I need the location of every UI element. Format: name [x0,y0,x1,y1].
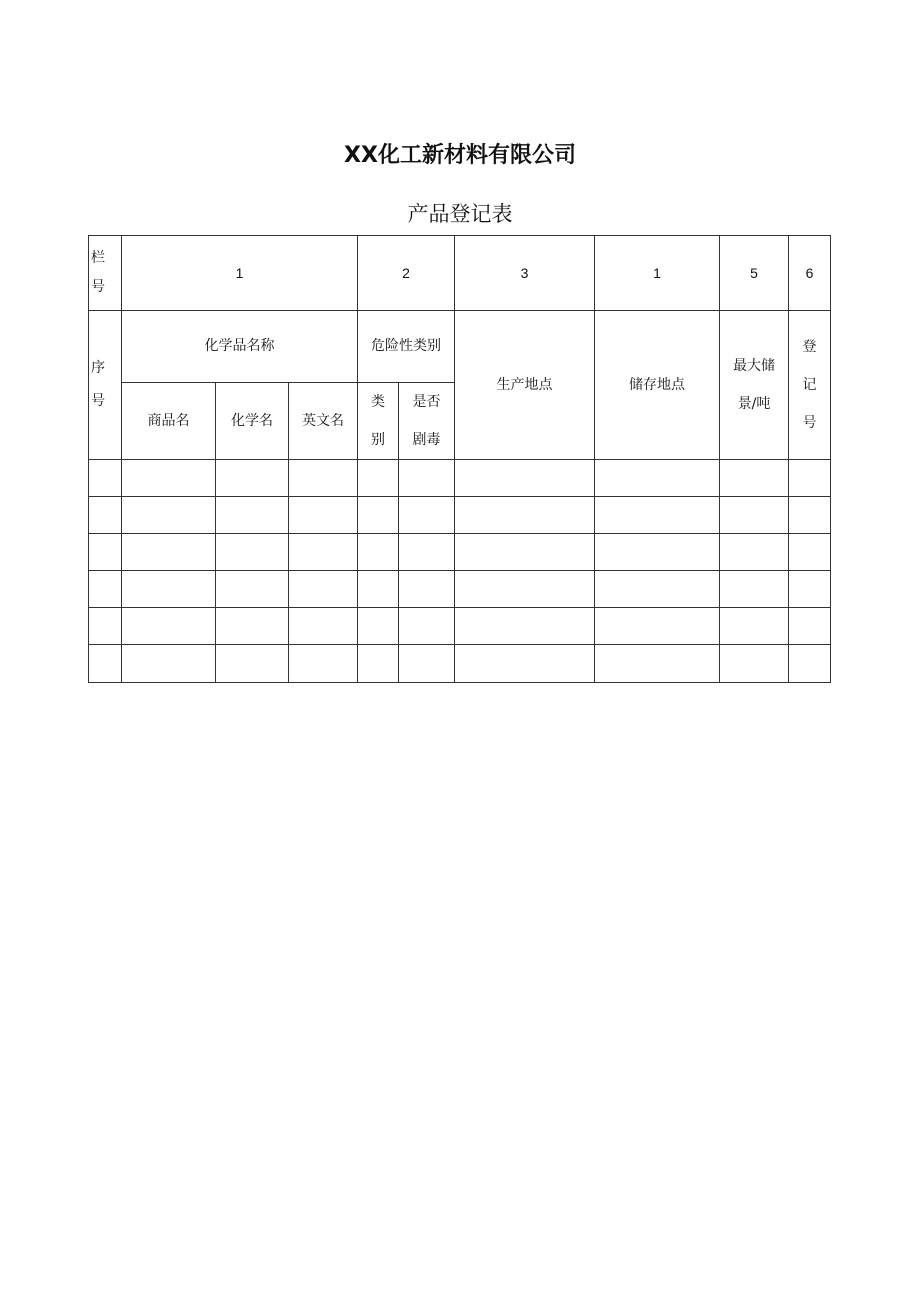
table-cell[interactable] [789,460,831,497]
max-storage-header-line: 景/吨 [737,396,771,412]
table-cell[interactable] [720,608,789,645]
category-header-char: 别 [371,432,386,448]
english-name-header: 英文名 [289,383,358,460]
table-cell[interactable] [122,608,216,645]
table-cell[interactable] [289,645,358,683]
table-cell[interactable] [595,497,720,534]
table-cell[interactable] [789,571,831,608]
chemical-name-header: 化学名 [216,383,289,460]
highly-toxic-header [399,383,455,460]
storage-site-header: 储存地点 [595,311,720,460]
table-cell[interactable] [595,571,720,608]
table-cell[interactable] [358,460,399,497]
table-cell[interactable] [358,571,399,608]
table-cell[interactable] [399,645,455,683]
table-cell[interactable] [216,645,289,683]
table-cell[interactable] [399,534,455,571]
table-cell[interactable] [455,608,595,645]
table-cell[interactable] [289,460,358,497]
table-cell[interactable] [216,497,289,534]
table-cell[interactable] [720,571,789,608]
highly-toxic-header-line: 剧毒 [412,432,441,448]
table-cell[interactable] [122,571,216,608]
column-number-cell: 6 [789,236,831,311]
column-number-row [89,236,831,311]
table-row [89,497,831,534]
reg-no-header-char: 记 [802,377,817,393]
column-number-cell: 2 [358,236,455,311]
table-cell[interactable] [399,608,455,645]
table-cell[interactable] [789,608,831,645]
table-cell[interactable] [455,571,595,608]
table-cell[interactable] [455,534,595,571]
table-cell[interactable] [455,645,595,683]
table-cell[interactable] [789,645,831,683]
max-storage-header [720,311,789,460]
table-row [89,571,831,608]
table-cell[interactable] [455,460,595,497]
header-row-1 [89,311,831,383]
table-cell[interactable] [216,534,289,571]
reg-no-header-char: 号 [802,415,817,431]
seq-header [89,311,122,460]
column-number-label-char: 号 [91,279,105,295]
chem-name-header: 化学品名称 [122,311,358,383]
table-cell[interactable] [89,497,122,534]
column-number-cell: 5 [720,236,789,311]
reg-no-header [789,311,831,460]
table-cell[interactable] [358,497,399,534]
table-cell[interactable] [122,497,216,534]
table-cell[interactable] [89,534,122,571]
column-number-cell: 3 [455,236,595,311]
table-cell[interactable] [122,645,216,683]
table-cell[interactable] [216,571,289,608]
production-site-header: 生产地点 [455,311,595,460]
table-cell[interactable] [399,460,455,497]
category-header-char: 类 [371,394,386,410]
reg-no-header-char: 登 [802,339,817,355]
table-cell[interactable] [595,460,720,497]
seq-header-char: 号 [91,393,105,409]
product-registration-table [88,235,831,683]
form-title: 产品登记表 [407,202,513,226]
table-cell[interactable] [720,460,789,497]
table-cell[interactable] [89,571,122,608]
table-cell[interactable] [89,460,122,497]
table-row [89,534,831,571]
table-cell[interactable] [399,571,455,608]
table-cell[interactable] [89,645,122,683]
column-number-label [89,236,122,311]
table-cell[interactable] [399,497,455,534]
table-cell[interactable] [358,534,399,571]
table-cell[interactable] [358,608,399,645]
max-storage-header-line: 最大储 [733,358,776,374]
table-cell[interactable] [122,460,216,497]
column-number-label-char: 栏 [91,250,105,266]
table-cell[interactable] [789,534,831,571]
table-cell[interactable] [789,497,831,534]
table-cell[interactable] [89,608,122,645]
company-title: XX化工新材料有限公司 [344,143,576,168]
table-cell[interactable] [289,497,358,534]
table-row [89,645,831,683]
table-cell[interactable] [720,645,789,683]
table-cell[interactable] [595,534,720,571]
table-cell[interactable] [289,534,358,571]
hazard-class-header: 危险性类别 [358,311,455,383]
table-cell[interactable] [216,608,289,645]
trade-name-header: 商品名 [122,383,216,460]
column-number-cell: 1 [122,236,358,311]
category-header [358,383,399,460]
seq-header-char: 序 [91,360,105,376]
table-cell[interactable] [595,645,720,683]
table-cell[interactable] [122,534,216,571]
table-cell[interactable] [720,497,789,534]
table-cell[interactable] [455,497,595,534]
table-row [89,460,831,497]
table-cell[interactable] [595,608,720,645]
table-row [89,608,831,645]
table-cell[interactable] [289,571,358,608]
highly-toxic-header-line: 是否 [412,394,441,410]
column-number-cell: 1 [595,236,720,311]
table-cell[interactable] [358,645,399,683]
table-cell[interactable] [289,608,358,645]
table-cell[interactable] [216,460,289,497]
table-cell[interactable] [720,534,789,571]
